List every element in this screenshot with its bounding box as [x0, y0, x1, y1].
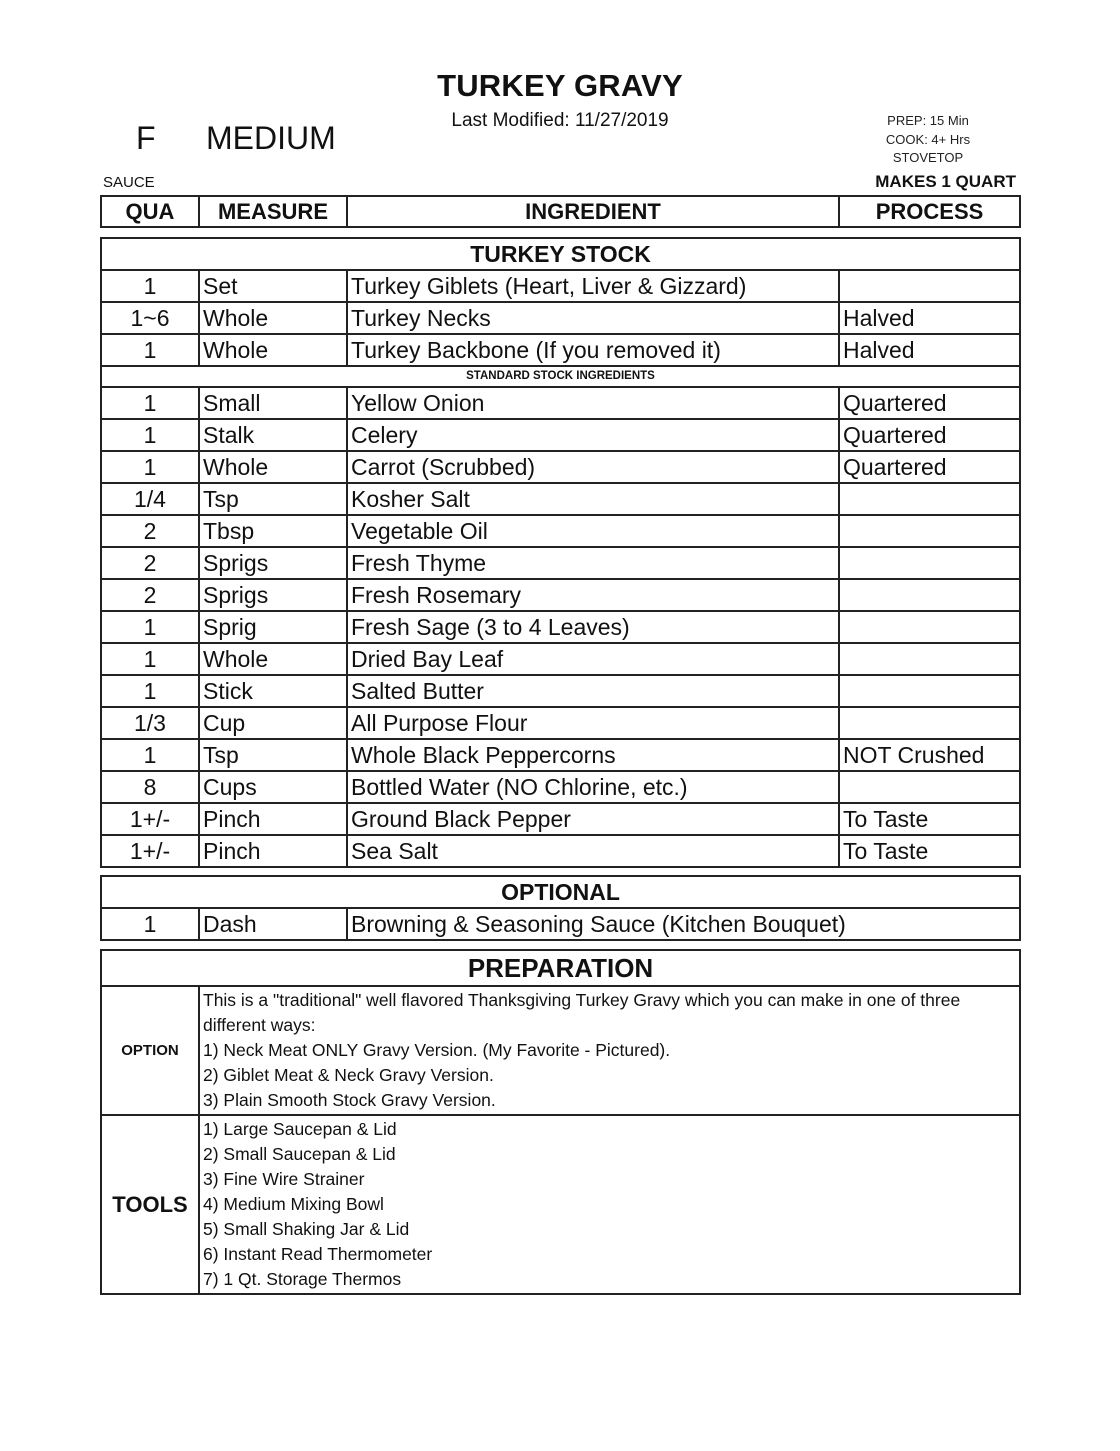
prep-time: PREP: 15 Min	[887, 113, 969, 128]
preparation-table	[100, 949, 1021, 1295]
ingredient-measure: Whole	[199, 451, 347, 483]
tool-item: 4) Medium Mixing Bowl	[203, 1194, 384, 1214]
ingredient-process: Quartered	[839, 387, 1020, 419]
ingredient-measure: Cups	[199, 771, 347, 803]
last-modified: Last Modified: 11/27/2019	[451, 110, 669, 131]
column-header-table	[100, 195, 1021, 228]
ingredient-row	[101, 739, 1020, 771]
ingredient-row	[101, 803, 1020, 835]
ingredient-measure: Sprigs	[199, 579, 347, 611]
ingredient-quantity: 8	[101, 771, 199, 803]
ingredient-name: Fresh Sage (3 to 4 Leaves)	[347, 611, 839, 643]
tools-label: TOOLS	[101, 1115, 199, 1294]
column-header-process: PROCESS	[839, 196, 1020, 227]
ingredient-process: To Taste	[839, 835, 1020, 867]
ingredient-name: Vegetable Oil	[347, 515, 839, 547]
ingredient-quantity: 1	[101, 675, 199, 707]
ingredient-quantity: 1/3	[101, 707, 199, 739]
ingredient-measure: Cup	[199, 707, 347, 739]
ingredient-quantity: 2	[101, 547, 199, 579]
ingredient-name: Kosher Salt	[347, 483, 839, 515]
ingredient-measure: Stalk	[199, 419, 347, 451]
ingredient-row	[101, 451, 1020, 483]
ingredient-process: NOT Crushed	[839, 739, 1020, 771]
option-line: 3) Plain Smooth Stock Gravy Version.	[203, 1090, 496, 1110]
ingredient-quantity: 1~6	[101, 302, 199, 334]
ingredient-name: All Purpose Flour	[347, 707, 839, 739]
option-text	[199, 986, 1020, 1115]
ingredient-row	[101, 483, 1020, 515]
recipe-grade: F	[136, 120, 156, 156]
column-header-qua: QUA	[101, 196, 199, 227]
tool-item: 6) Instant Read Thermometer	[203, 1244, 433, 1264]
ingredient-measure: Sprig	[199, 611, 347, 643]
ingredient-measure: Tbsp	[199, 515, 347, 547]
cook-method: STOVETOP	[892, 150, 964, 165]
ingredient-measure: Whole	[199, 302, 347, 334]
turkey-stock-table	[100, 237, 1021, 868]
recipe-yield: MAKES 1 QUART	[875, 172, 1016, 191]
recipe-title: TURKEY GRAVY	[437, 68, 683, 103]
tool-item: 5) Small Shaking Jar & Lid	[203, 1219, 410, 1239]
ingredient-row	[101, 611, 1020, 643]
section-title-optional: OPTIONAL	[101, 876, 1020, 908]
tool-item: 1) Large Saucepan & Lid	[203, 1119, 397, 1139]
ingredient-measure: Sprigs	[199, 547, 347, 579]
ingredient-quantity: 1	[101, 419, 199, 451]
ingredient-name: Whole Black Peppercorns	[347, 739, 839, 771]
ingredient-row	[101, 302, 1020, 334]
ingredient-quantity: 2	[101, 579, 199, 611]
cook-time: COOK: 4+ Hrs	[885, 131, 971, 147]
column-header-ingredient: INGREDIENT	[347, 196, 839, 227]
ingredient-row	[101, 515, 1020, 547]
ingredient-row	[101, 771, 1020, 803]
ingredient-process	[839, 611, 1020, 643]
ingredient-name: Carrot (Scrubbed)	[347, 451, 839, 483]
ingredient-name: Sea Salt	[347, 835, 839, 867]
ingredient-row	[101, 387, 1020, 419]
tool-item: 3) Fine Wire Strainer	[203, 1169, 365, 1189]
ingredient-name: Turkey Necks	[347, 302, 839, 334]
ingredient-process: Quartered	[839, 419, 1020, 451]
ingredient-name: Ground Black Pepper	[347, 803, 839, 835]
ingredient-process: Halved	[839, 334, 1020, 366]
section-title-preparation: PREPARATION	[101, 950, 1020, 986]
ingredient-measure: Whole	[199, 643, 347, 675]
ingredient-name: Dried Bay Leaf	[347, 643, 839, 675]
ingredient-quantity: 1	[101, 334, 199, 366]
ingredient-measure: Whole	[199, 334, 347, 366]
time-info	[858, 112, 998, 168]
ingredient-row	[101, 547, 1020, 579]
ingredient-measure: Pinch	[199, 835, 347, 867]
ingredient-quantity: 1	[101, 451, 199, 483]
option-line: 1) Neck Meat ONLY Gravy Version. (My Favorite - Pictured).	[203, 1040, 671, 1060]
ingredient-row	[101, 270, 1020, 302]
ingredient-measure: Tsp	[199, 739, 347, 771]
ingredient-row	[101, 835, 1020, 867]
tool-item: 2) Small Saucepan & Lid	[203, 1144, 396, 1164]
ingredient-row	[101, 643, 1020, 675]
column-header-measure: MEASURE	[199, 196, 347, 227]
ingredient-name: Yellow Onion	[347, 387, 839, 419]
tools-list	[199, 1115, 1020, 1294]
ingredient-name: Bottled Water (NO Chlorine, etc.)	[347, 771, 839, 803]
ingredient-quantity: 2	[101, 515, 199, 547]
ingredient-quantity: 1	[101, 739, 199, 771]
ingredient-row	[101, 419, 1020, 451]
ingredient-process	[839, 579, 1020, 611]
ingredient-quantity: 1+/-	[101, 835, 199, 867]
ingredient-quantity: 1	[101, 387, 199, 419]
ingredient-process	[839, 483, 1020, 515]
ingredient-name: Celery	[347, 419, 839, 451]
ingredient-name: Turkey Backbone (If you removed it)	[347, 334, 839, 366]
ingredient-process	[839, 547, 1020, 579]
ingredient-name: Fresh Thyme	[347, 547, 839, 579]
ingredient-quantity: 1	[101, 611, 199, 643]
difficulty-level: MEDIUM	[206, 120, 336, 156]
tool-item: 7) 1 Qt. Storage Thermos	[203, 1269, 402, 1289]
ingredient-row	[101, 908, 1020, 940]
ingredient-measure: Dash	[199, 908, 347, 940]
ingredient-process	[839, 270, 1020, 302]
ingredient-name: Browning & Seasoning Sauce (Kitchen Bouquet)	[347, 908, 1020, 940]
section-title-turkey-stock: TURKEY STOCK	[101, 238, 1020, 270]
ingredient-row	[101, 579, 1020, 611]
ingredient-row	[101, 675, 1020, 707]
ingredient-name: Turkey Giblets (Heart, Liver & Gizzard)	[347, 270, 839, 302]
ingredient-quantity: 1+/-	[101, 803, 199, 835]
ingredient-quantity: 1	[101, 908, 199, 940]
ingredient-measure: Stick	[199, 675, 347, 707]
option-label: OPTION	[101, 986, 199, 1115]
ingredient-quantity: 1/4	[101, 483, 199, 515]
subheading-standard-stock: STANDARD STOCK INGREDIENTS	[101, 366, 1020, 387]
ingredient-process	[839, 707, 1020, 739]
ingredient-quantity: 1	[101, 270, 199, 302]
ingredient-measure: Pinch	[199, 803, 347, 835]
option-line: 2) Giblet Meat & Neck Gravy Version.	[203, 1065, 494, 1085]
ingredient-name: Salted Butter	[347, 675, 839, 707]
ingredient-process	[839, 643, 1020, 675]
recipe-category: SAUCE	[103, 174, 155, 191]
ingredient-process: Halved	[839, 302, 1020, 334]
ingredient-quantity: 1	[101, 643, 199, 675]
ingredient-row	[101, 707, 1020, 739]
ingredient-measure: Small	[199, 387, 347, 419]
ingredient-row	[101, 334, 1020, 366]
option-line: This is a "traditional" well flavored Thanksgiving Turkey Gravy which you can make in one of three different ways:	[203, 990, 961, 1035]
ingredient-name: Fresh Rosemary	[347, 579, 839, 611]
ingredient-measure: Tsp	[199, 483, 347, 515]
ingredient-process	[839, 515, 1020, 547]
ingredient-process	[839, 771, 1020, 803]
optional-table	[100, 875, 1021, 941]
ingredient-process	[839, 675, 1020, 707]
ingredient-measure: Set	[199, 270, 347, 302]
ingredient-process: To Taste	[839, 803, 1020, 835]
ingredient-process: Quartered	[839, 451, 1020, 483]
